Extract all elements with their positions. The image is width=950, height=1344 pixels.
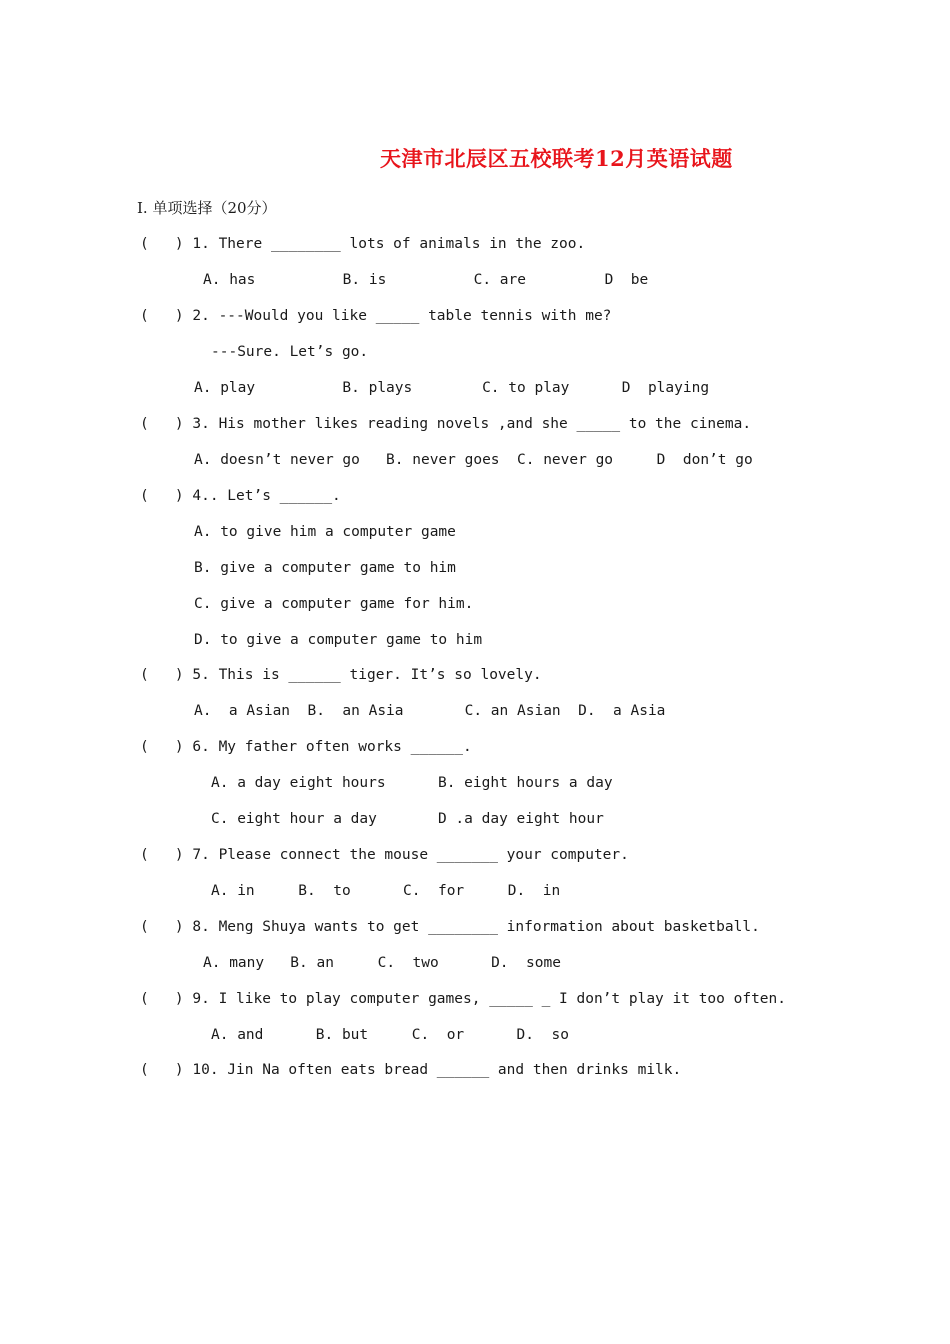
question-7-options: A. in B. to C. for D. in xyxy=(211,883,561,899)
question-7: ( ) 7. Please connect the mouse _______ your computer. xyxy=(140,847,629,863)
question-5-options: A. a Asian B. an Asia C. an Asian D. a Asia xyxy=(194,703,666,719)
page-title: 天津市北辰区五校联考12月英语试题 xyxy=(380,146,733,171)
question-8: ( ) 8. Meng Shuya wants to get ________ information about basketball. xyxy=(140,919,760,935)
question-5: ( ) 5. This is ______ tiger. It’s so lovely. xyxy=(140,667,542,683)
question-3: ( ) 3. His mother likes reading novels ,and she _____ to the cinema. xyxy=(140,416,752,432)
question-4-option-d: D. to give a computer game to him xyxy=(194,632,483,648)
question-9: ( ) 9. I like to play computer games, _____ _ I don’t play it too often. xyxy=(140,991,787,1007)
question-2: ( ) 2. ---Would you like _____ table tennis with me? xyxy=(140,308,612,324)
question-4: ( ) 4.. Let’s ______. xyxy=(140,488,341,504)
question-1: ( ) 1. There ________ lots of animals in the zoo. xyxy=(140,236,586,252)
question-3-options: A. doesn’t never go B. never goes C. never go D don’t go xyxy=(194,452,753,468)
question-4-option-c: C. give a computer game for him. xyxy=(194,596,474,612)
question-8-options: A. many B. an C. two D. some xyxy=(203,955,561,971)
question-2-options: A. play B. plays C. to play D playing xyxy=(194,380,710,396)
question-6: ( ) 6. My father often works ______. xyxy=(140,739,472,755)
question-1-options: A. has B. is C. are D be xyxy=(203,272,649,288)
question-10: ( ) 10. Jin Na often eats bread ______ and then drinks milk. xyxy=(140,1062,682,1078)
question-2-reply: ---Sure. Let’s go. xyxy=(211,344,369,360)
section-heading: I. 单项选择（20分） xyxy=(137,199,277,217)
question-9-options: A. and B. but C. or D. so xyxy=(211,1027,569,1043)
question-6-options-cd: C. eight hour a day D .a day eight hour xyxy=(211,811,604,827)
question-4-option-a: A. to give him a computer game xyxy=(194,524,456,540)
question-6-options-ab: A. a day eight hours B. eight hours a day xyxy=(211,775,613,791)
question-4-option-b: B. give a computer game to him xyxy=(194,560,456,576)
